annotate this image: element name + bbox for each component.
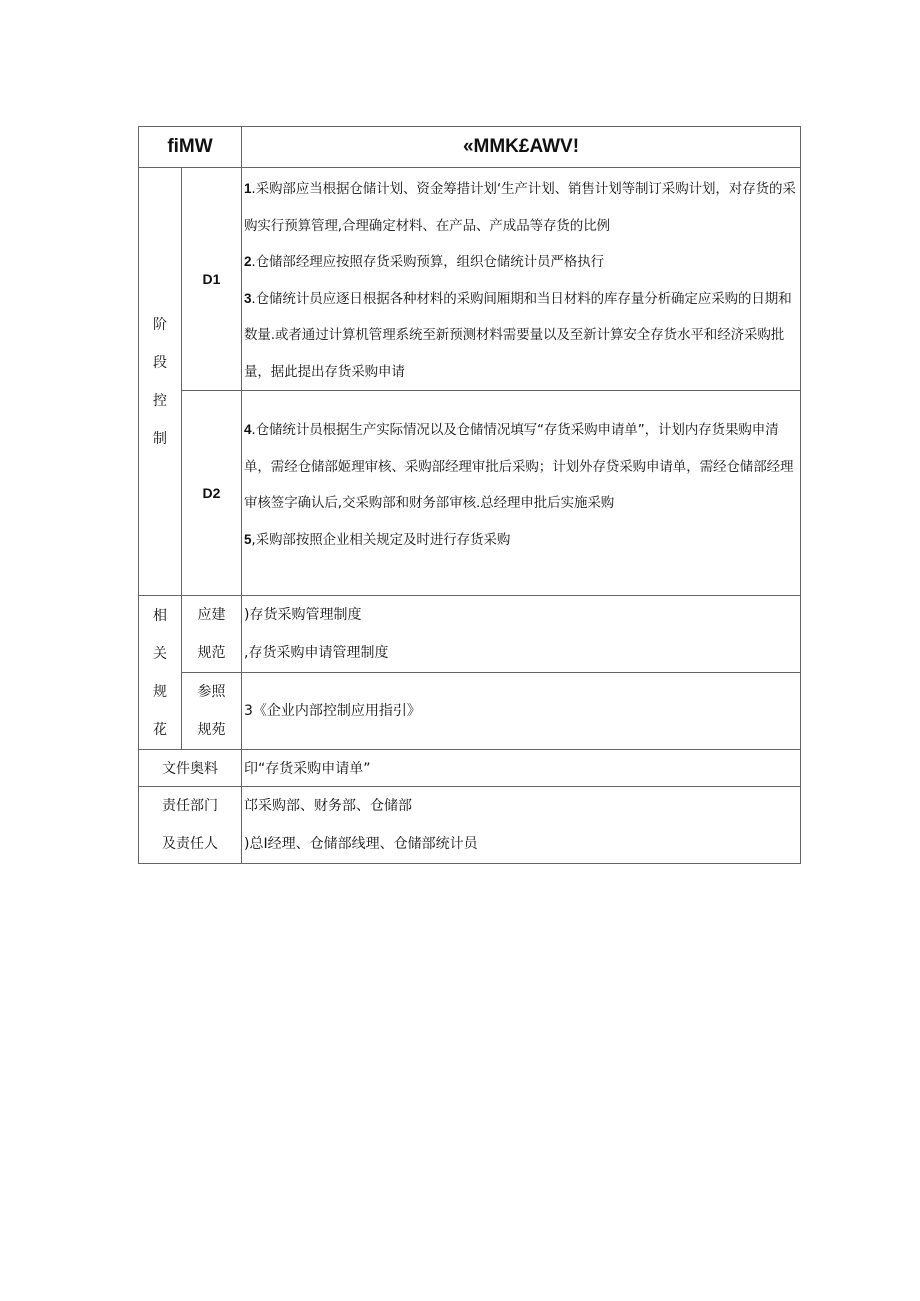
norms-label-char: 规 <box>153 683 167 700</box>
norm-line: ,存货采购申请管理制度 <box>244 645 389 661</box>
stage-label-char: 制 <box>153 430 167 447</box>
norms-label-char: 相 <box>153 607 167 624</box>
norms-label-char: 花 <box>153 721 167 738</box>
reference-line: 3《企业内部控制应用指引》 <box>244 703 421 719</box>
norm-line: )存货采购管理制度 <box>244 607 362 623</box>
documents-content: 印“存货采购申请单” <box>242 750 801 787</box>
responsibility-label: 责任部门 及责任人 <box>139 787 242 864</box>
stage-control-label <box>139 168 182 596</box>
stage-d1-content <box>242 168 801 391</box>
stage-label-char: 段 <box>153 354 167 371</box>
stage-label-char: 阶 <box>153 316 167 333</box>
header-row <box>139 127 801 168</box>
stage-code-d1: D1 <box>182 168 242 391</box>
norms-reference-row <box>139 673 801 750</box>
stage-code-d2: D2 <box>182 391 242 596</box>
documents-row <box>139 750 801 787</box>
control-table <box>138 126 801 864</box>
documents-label: 文件奥料 <box>139 750 242 787</box>
reference-content <box>242 673 801 750</box>
header-left: fiMW <box>139 127 242 168</box>
procedure-item: 1.采购部应当根据仓储计划、资金筹措计划‘生产计划、销售计划等制订采购计划，对存货的采购实行预算管理,合理确定材料、在产品、产成品等存货的比例 <box>244 181 796 234</box>
norms-label-char: 关 <box>153 645 167 662</box>
stage-d2-content <box>242 391 801 596</box>
stage-label-char: 控 <box>153 392 167 409</box>
related-norms-label <box>139 596 182 750</box>
reference-label: 参照 规苑 <box>182 673 242 750</box>
procedure-item: 3.仓储统计员应逐日根据各种材料的采购间厢期和当日材料的库存量分析确定应采购的日期和数量.或者通过计算机管理系统至新预测材料需要量以及至新计算安全存货水平和经济采购批量，据此提出存货采购申请 <box>244 290 792 380</box>
stage-d1-row <box>139 168 801 391</box>
responsibility-row <box>139 787 801 864</box>
responsibility-content <box>242 787 801 864</box>
header-right: «MMK£AWV! <box>242 127 801 168</box>
norms-build-row <box>139 596 801 673</box>
should-build-content <box>242 596 801 673</box>
responsibility-line: 邙采购部、财务部、仓储部 <box>244 798 412 814</box>
responsibility-line: )总I经理、仓储部线理、仓储部统计员 <box>244 836 478 852</box>
procedure-item: 5,采购部按照企业相关规定及时进行存货采购 <box>244 531 511 548</box>
procedure-item: 4.仓储统计员根据生产实际情况以及仓储情况填写“存货采购申请单”，计划内存货果购申清单，需经仓储部姬理审核、采购部经理审批后采购；计划外存贷采购申请单，需经仓储部经理审核签字确认后,交采购部和财务部审核.总经理申批后实施采购 <box>244 422 794 511</box>
should-build-label: 应建 规范 <box>182 596 242 673</box>
stage-d2-row <box>139 391 801 596</box>
procedure-item: 2.仓储部经理应按照存货采购预算，组织仓储统计员严格执行 <box>244 254 605 270</box>
